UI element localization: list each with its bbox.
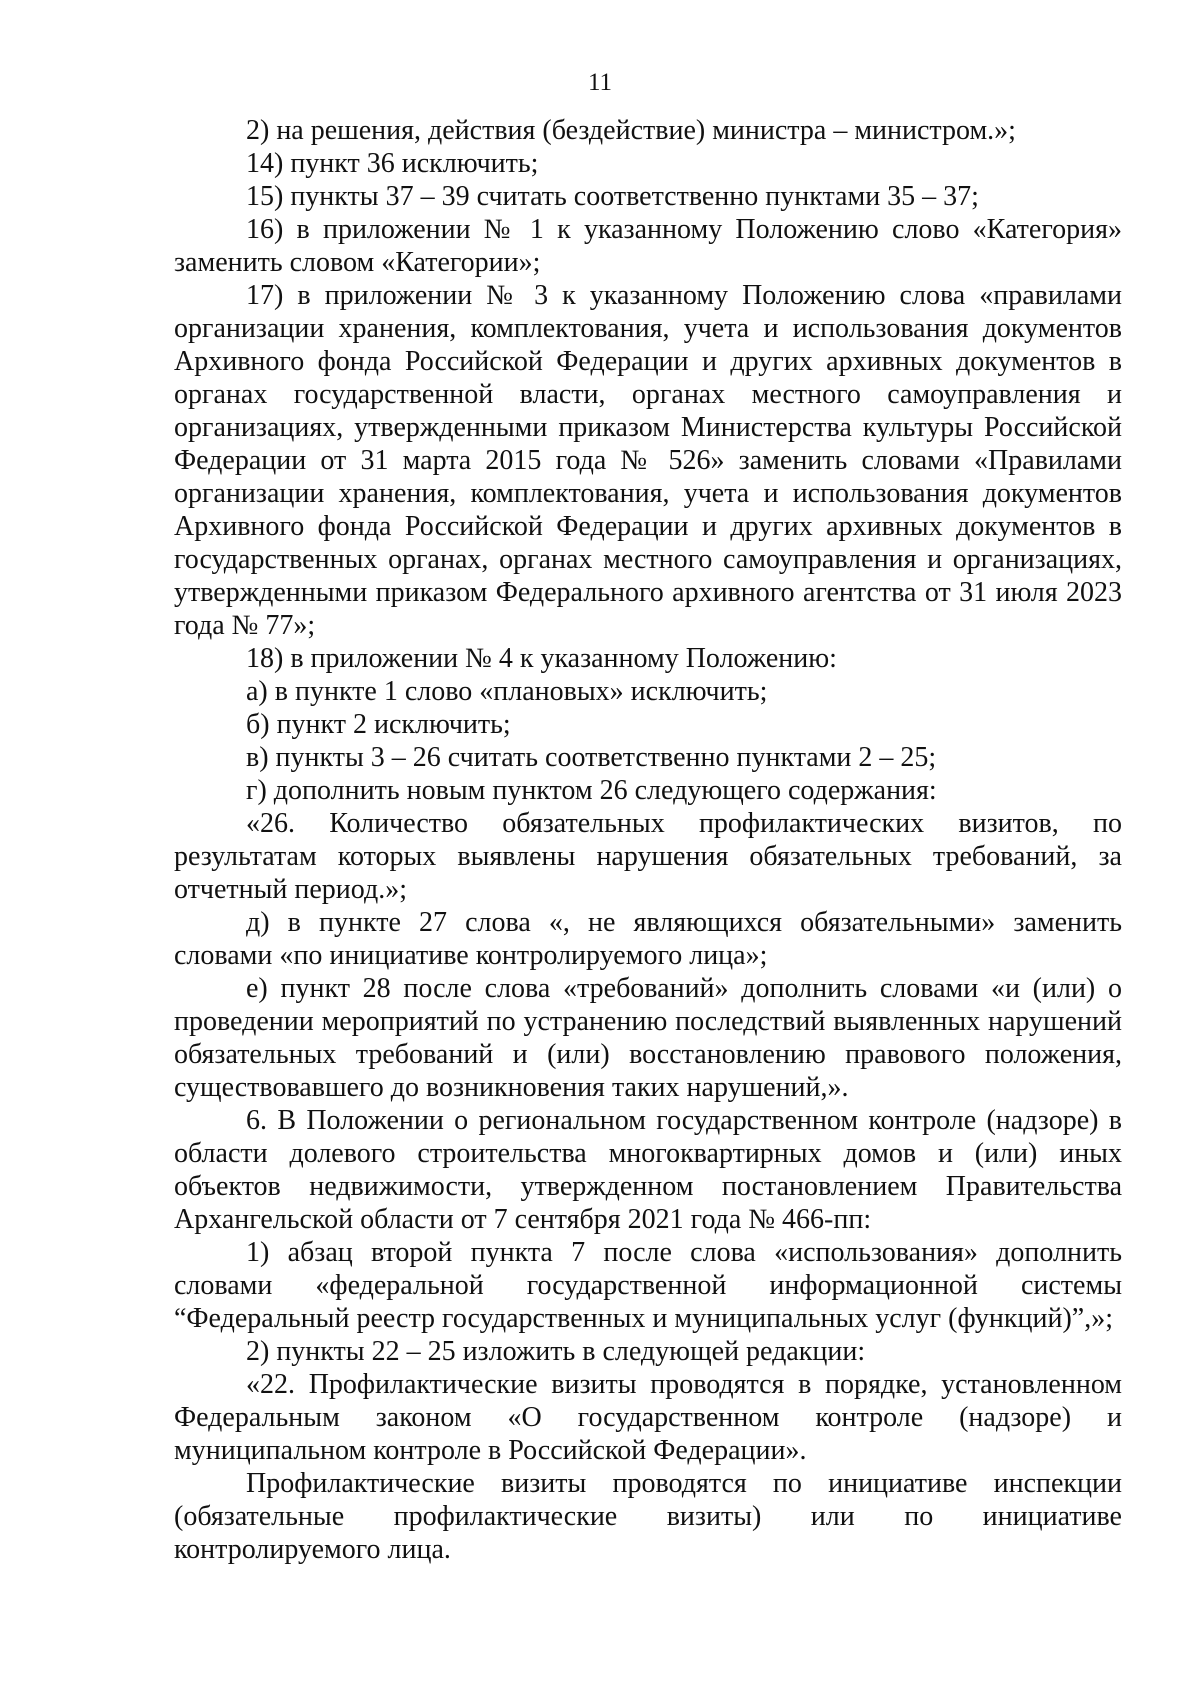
- page-number: 11: [587, 69, 613, 96]
- paragraph: 15) пункты 37 – 39 считать соответственно пунктами 35 – 37;: [246, 181, 979, 212]
- paragraph: «26. Количество обязательных профилактических визитов, по результатам которых выявлены нарушения обязательных требований, за отчетный период.»;: [174, 808, 1122, 905]
- paragraph: г) дополнить новым пунктом 26 следующего содержания:: [246, 775, 937, 806]
- paragraph: в) пункты 3 – 26 считать соответственно пунктами 2 – 25;: [246, 742, 937, 773]
- paragraph: б) пункт 2 исключить;: [246, 709, 511, 740]
- paragraph: 6. В Положении о региональном государственном контроле (надзоре) в области долевого строительства многоквартирных домов и (или) иных объектов недвижимости, утвержденном постановлением Правительства Архангельской области от 7 сентября 2021 года № 466-пп:: [174, 1105, 1122, 1235]
- paragraph: 2) на решения, действия (бездействие) министра – министром.»;: [246, 115, 1016, 146]
- document-body: [174, 114, 1122, 1566]
- paragraph: «22. Профилактические визиты проводятся в порядке, установленном Федеральным законом «О государственном контроле (надзоре) и муниципальном контроле в Российской Федерации».: [174, 1369, 1122, 1466]
- paragraph: 14) пункт 36 исключить;: [246, 148, 539, 179]
- paragraph: 2) пункты 22 – 25 изложить в следующей редакции:: [246, 1336, 866, 1367]
- paragraph: 17) в приложении № 3 к указанному Положению слова «правилами организации хранения, комплектования, учета и использования документов Архивного фонда Российской Федерации и других архивных документов в органах государственной власти, органах местного самоуправления и организациях, утвержденными приказом Министерства культуры Российской Федерации от 31 марта 2015 года № 526» заменить словами «Правилами организации хранения, комплектования, учета и использования документов Архивного фонда Российской Федерации и других архивных документов в государственных органах, органах местного самоуправления и организациях, утвержденными приказом Федерального архивного агентства от 31 июля 2023 года № 77»;: [174, 280, 1122, 641]
- paragraph: 1) абзац второй пункта 7 после слова «использования» дополнить словами «федеральной государственной информационной системы “Федеральный реестр государственных и муниципальных услуг (функций)”,»;: [174, 1237, 1122, 1334]
- paragraph: е) пункт 28 после слова «требований» дополнить словами «и (или) о проведении мероприятий по устранению последствий выявленных нарушений обязательных требований и (или) восстановлению правового положения, существовавшего до возникновения таких нарушений,».: [174, 973, 1122, 1103]
- paragraph: 16) в приложении № 1 к указанному Положению слово «Категория» заменить словом «Категории»;: [174, 214, 1122, 278]
- paragraph: д) в пункте 27 слова «, не являющихся обязательными» заменить словами «по инициативе контролируемого лица»;: [174, 907, 1122, 971]
- paragraph: а) в пункте 1 слово «плановых» исключить;: [246, 676, 768, 707]
- paragraph: 18) в приложении № 4 к указанному Положению:: [246, 643, 837, 674]
- paragraph: Профилактические визиты проводятся по инициативе инспекции (обязательные профилактические визиты) или по инициативе контролируемого лица.: [174, 1468, 1122, 1565]
